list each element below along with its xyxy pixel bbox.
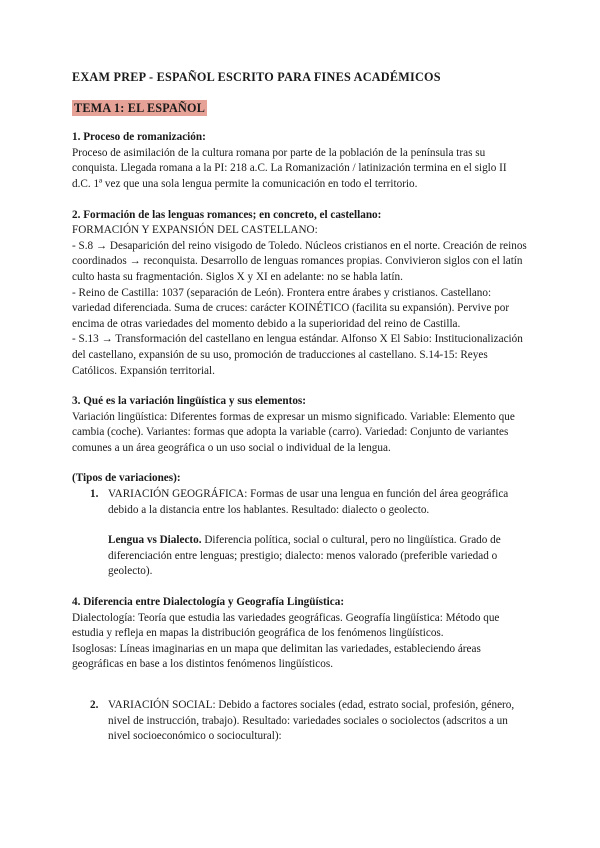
section-dialectologia bbox=[72, 595, 528, 673]
section-tipos-variaciones bbox=[72, 471, 528, 580]
section-heading: 2. Formación de las lenguas romances; en concreto, el castellano: bbox=[72, 208, 382, 221]
section-variacion bbox=[72, 394, 528, 456]
section-body: Variación lingüística: Diferentes formas de expresar un mismo significado. Variable: Elemento que cambia (coche). Variantes: formas que adopta la variable (carro). Variedad: Conjunto de variantes comunes a un área geográfica o un uso social o individual de la lengua. bbox=[72, 410, 515, 454]
item-number: 2. bbox=[90, 699, 99, 711]
item-number: 1. bbox=[90, 488, 99, 501]
lengua-vs-dialecto-text: Diferencia política, social o cultural, pero no lingüística. Grado de diferenciación entre lenguas; prestigio; dialecto: menos valorado (preferible variedad o geolecto). bbox=[108, 534, 501, 578]
lengua-vs-dialecto-label: Lengua vs Dialecto. bbox=[108, 534, 202, 547]
section-body: Dialectología: Teoría que estudia las variedades geográficas. Geografía lingüística: Método que estudia y refleja en mapas la distribución geográfica de los fenómenos lingüísticos. bbox=[72, 611, 500, 640]
document-title: EXAM PREP - ESPAÑOL ESCRITO PARA FINES ACADÉMICOS bbox=[72, 70, 441, 84]
section-subheading: FORMACIÓN Y EXPANSIÓN DEL CASTELLANO: bbox=[72, 224, 318, 237]
lengua-vs-dialecto bbox=[72, 533, 528, 580]
section-romanizacion bbox=[72, 130, 528, 192]
section-lenguas-romances bbox=[72, 208, 528, 380]
list-item: - S.8 → Desaparición del reino visigodo de Toledo. Núcleos cristianos en el norte. Creación de reinos coordinados → reconquista. Desarrollo de lenguas romances propias. Convivieron siglos con el latín culto hasta su fragmentación. Siglos X y XI en adelante: no se habla latín. bbox=[72, 239, 527, 283]
tema-heading: TEMA 1: EL ESPAÑOL bbox=[74, 100, 206, 115]
section-heading: (Tipos de variaciones): bbox=[72, 472, 181, 485]
section-heading: 4. Diferencia entre Dialectología y Geografía Lingüística: bbox=[72, 596, 345, 609]
numbered-item-social bbox=[72, 698, 528, 745]
numbered-item-geografica bbox=[72, 487, 528, 518]
list-item: - S.13 → Transformación del castellano en lengua estándar. Alfonso X El Sabio: Institucionalización del castellano, expansión de su uso, promoción de traducciones al castellano. S.14-15: Reyes Católicos. Expansión territorial. bbox=[72, 333, 523, 377]
item-text: VARIACIÓN GEOGRÁFICA: Formas de usar una lengua en función del área geográfica debido a la distancia entre los hablantes. Resultado: dialecto o geolecto. bbox=[108, 488, 509, 516]
section-body: Isoglosas: Líneas imaginarias en un mapa que delimitan las variedades, estableciendo áreas geográficas en base a los distintos fenómenos lingüísticos. bbox=[72, 642, 481, 671]
item-text: VARIACIÓN SOCIAL: Debido a factores sociales (edad, estrato social, profesión, género, nivel de instrucción, trabajo). Resultado: variedades sociales o sociolectos (adscritos a un nivel socioeconómico o sociocultural): bbox=[108, 699, 515, 743]
section-heading: 1. Proceso de romanización: bbox=[72, 131, 206, 144]
list-item: - Reino de Castilla: 1037 (separación de León). Frontera entre árabes y cristianos. Castellano: variedad diferenciada. Suma de cruces: carácter KOINÉTICO (facilita su expansión). Pervive por encima de otras variedades del momento debido a la superioridad del reino de Castilla. bbox=[72, 286, 510, 330]
section-body: Proceso de asimilación de la cultura romana por parte de la población de la península tras su conquista. Llegada romana a la PI: 218 a.C. La Romanización / latinización termina en el siglo II d.C. 1ª vez que una sola lengua permite la comunicación en todo el territorio. bbox=[72, 146, 507, 190]
section-heading: 3. Qué es la variación lingüística y sus elementos: bbox=[72, 395, 306, 408]
